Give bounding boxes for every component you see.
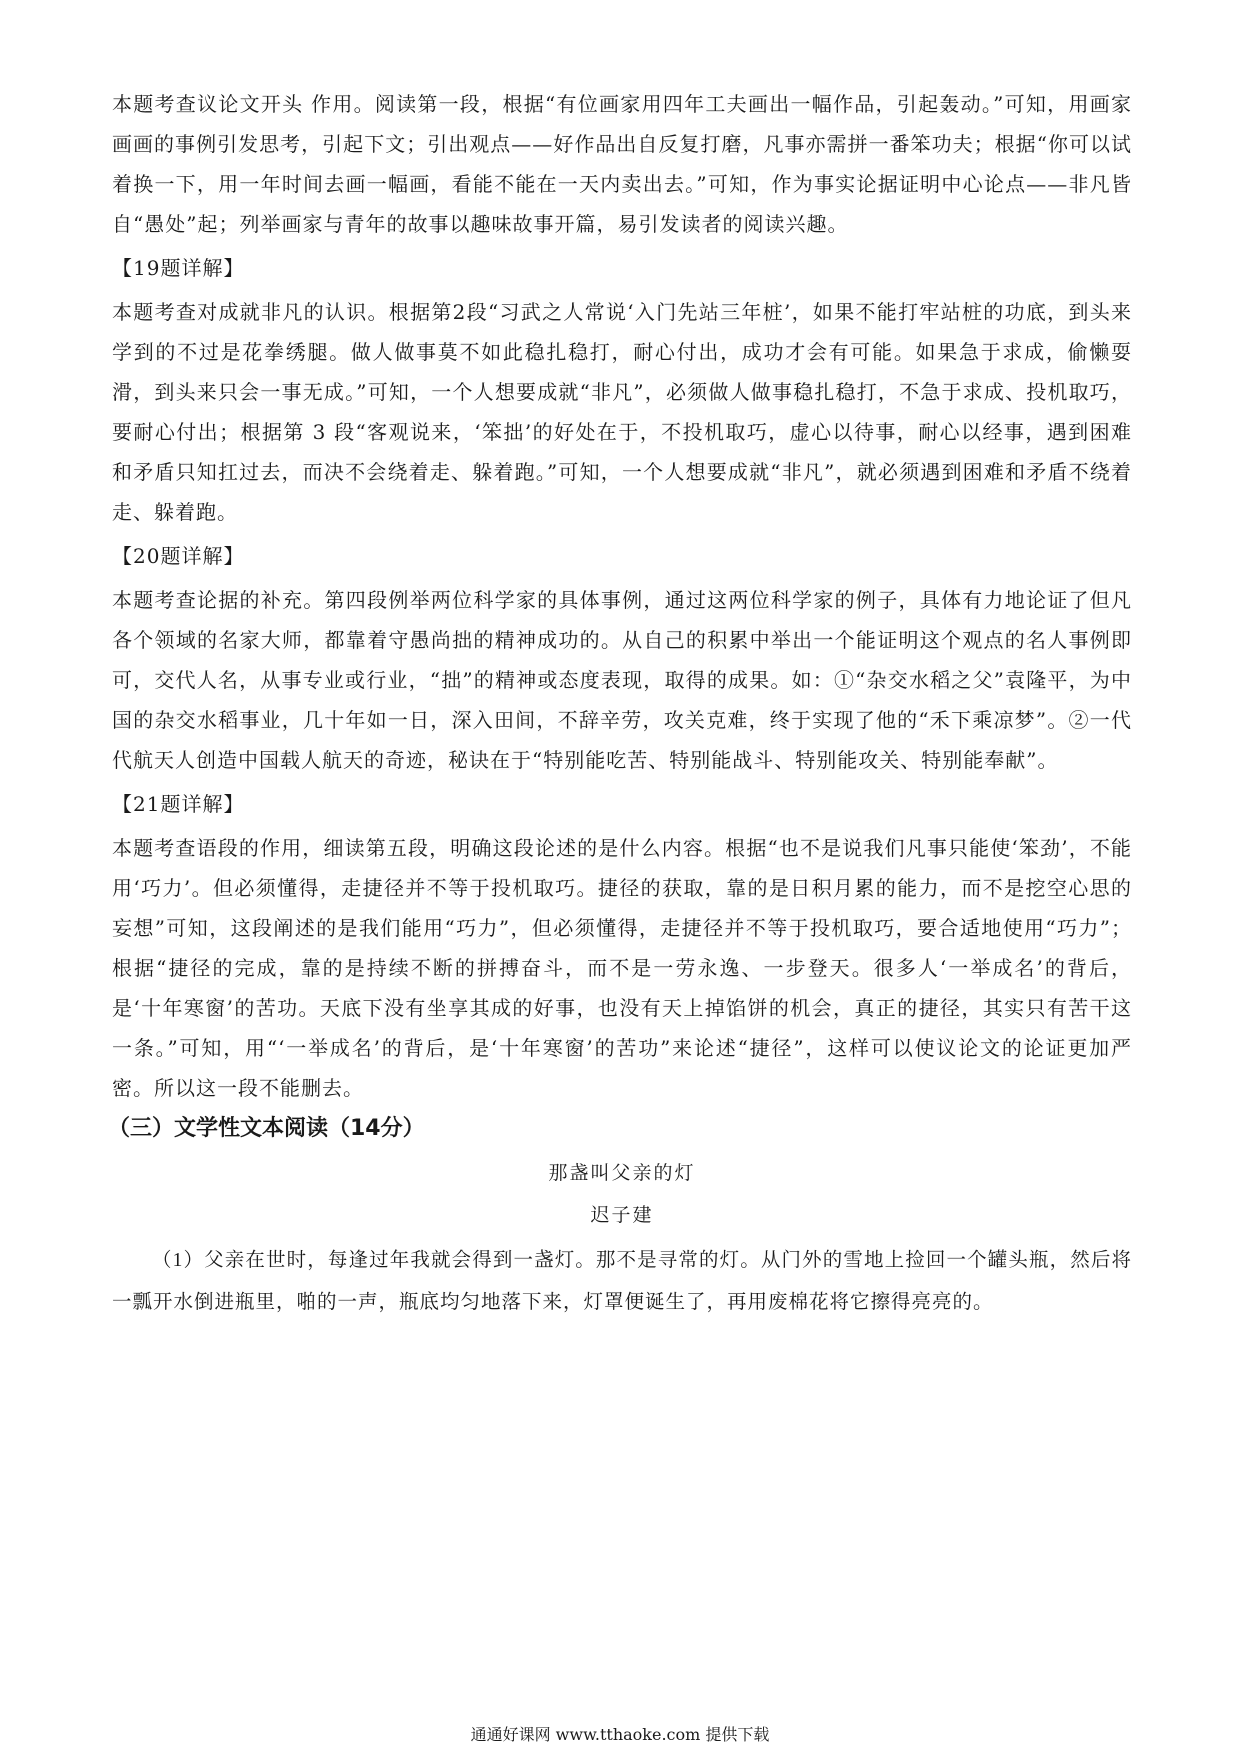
story-paragraph-1: （1）父亲在世时，每逢过年我就会得到一盏灯。那不是寻常的灯。从门外的雪地上捡回一个罐头瓶，然后将一瓢开水倒进瓶里，啪的一声，瓶底均匀地落下来，灯罩便诞生了，再用废棉花将它擦得亮亮的。 bbox=[112, 1250, 1132, 1313]
answer-paragraph-20: 本题考查论据的补充。第四段例举两位科学家的具体事例，通过这两位科学家的例子，具体有力地论证了但凡各个领域的名家大师，都靠着守愚尚拙的精神成功的。从自己的积累中举出一个能证明这个观点的名人事例即可，交代人名，从事专业或行业，“拙”的精神或态度表现，取得的成果。如：①“杂交水稻之父”袁隆平，为中国的杂交水稻事业，几十年如一日，深入田间，不辞辛劳，攻关克难，终于实现了他的“禾下乘凉梦”。②一代代航天人创造中国载人航天的奇迹，秘诀在于“特别能吃苦、特别能战斗、特别能攻关、特别能奉献”。 bbox=[112, 588, 1132, 772]
document-page bbox=[108, 84, 1132, 1324]
answer-paragraph-18: 本题考查议论文开头 作用。阅读第一段，根据“有位画家用四年工夫画出一幅作品，引起轰动。”可知，用画家画画的事例引发思考，引起下文；引出观点——好作品出自反复打磨，凡事亦需拼一番笨功夫；根据“你可以试着换一下，用一年时间去画一幅画，看能不能在一天内卖出去。”可知，作为事实论据证明中心论点——非凡皆自“愚处”起；列举画家与青年的故事以趣味故事开篇，易引发读者的阅读兴趣。 bbox=[112, 92, 1132, 236]
question-19-heading: 【19题详解】 bbox=[112, 256, 245, 280]
story-author: 迟子建 bbox=[590, 1205, 654, 1226]
answer-paragraph-19: 本题考查对成就非凡的认识。根据第2段“习武之人常说‘入门先站三年桩’，如果不能打牢站桩的功底，到头来学到的不过是花拳绣腿。做人做事莫不如此稳扎稳打，耐心付出，成功才会有可能。如果急于求成，偷懒耍滑，到头来只会一事无成。”可知，一个人想要成就“非凡”，必须做人做事稳扎稳打，不急于求成、投机取巧，要耐心付出；根据第 3 段“客观说来，‘笨拙’的好处在于，不投机取巧，虚心以待事，耐心以经事，遇到困难和矛盾只知扛过去，而决不会绕着走、躲着跑。”可知，一个人想要成就“非凡”，就必须遇到困难和矛盾不绕着走、躲着跑。 bbox=[112, 300, 1132, 524]
question-20-heading: 【20题详解】 bbox=[112, 544, 245, 568]
section-title: （三）文学性文本阅读（14分） bbox=[108, 1116, 425, 1141]
question-21-heading: 【21题详解】 bbox=[112, 792, 245, 816]
story-title: 那盏叫父亲的灯 bbox=[548, 1163, 696, 1184]
page-footer: 通通好课网 www.tthaoke.com 提供下载 bbox=[470, 1725, 770, 1744]
answer-paragraph-21: 本题考查语段的作用，细读第五段，明确这段论述的是什么内容。根据“也不是说我们凡事只能使‘笨劲’，不能用‘巧力’。但必须懂得，走捷径并不等于投机取巧。捷径的获取，靠的是日积月累的能力，而不是挖空心思的妄想”可知，这段阐述的是我们能用“巧力”，但必须懂得，走捷径并不等于投机取巧，要合适地使用“巧力”；根据“捷径的完成，靠的是持续不断的拼搏奋斗，而不是一劳永逸、一步登天。很多人‘一举成名’的背后，是‘十年寒窗’的苦功。天底下没有坐享其成的好事，也没有天上掉馅饼的机会，真正的捷径，其实只有苦干这一条。”可知，用“‘一举成名’的背后，是‘十年寒窗’的苦功”来论述“捷径”，这样可以使议论文的论证更加严密。所以这一段不能删去。 bbox=[112, 836, 1132, 1100]
